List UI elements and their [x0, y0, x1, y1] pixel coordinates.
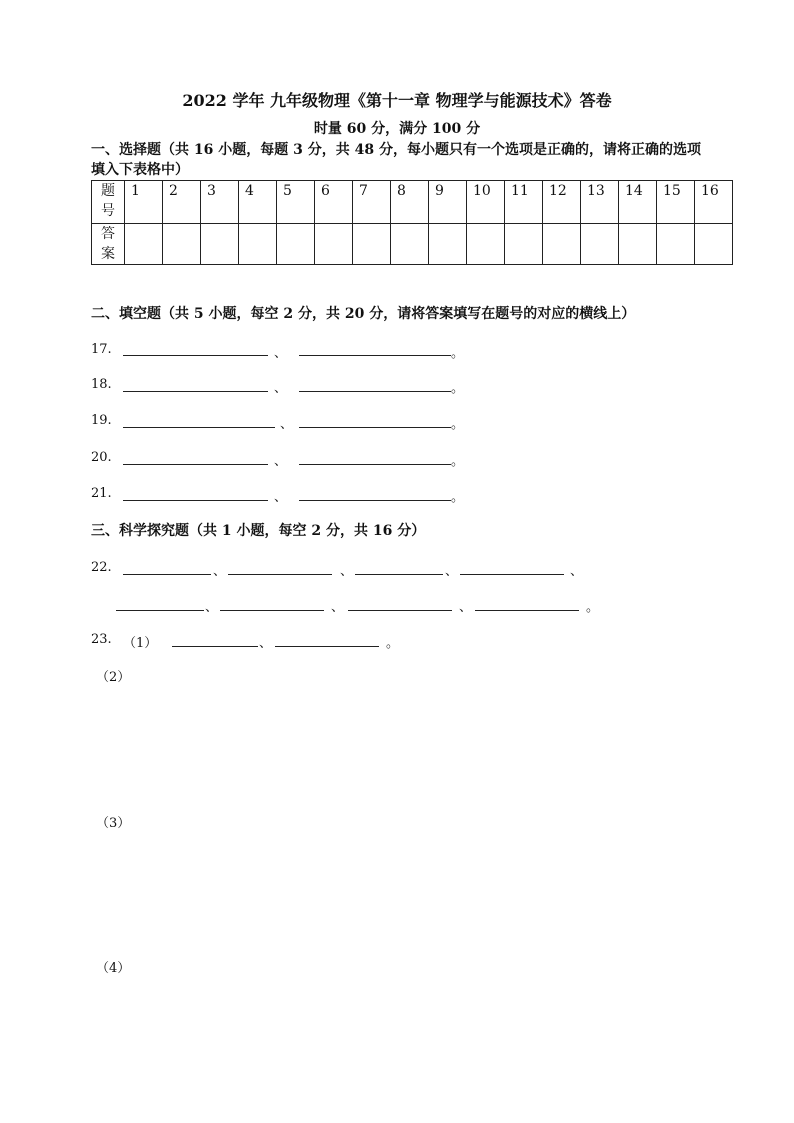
answer-cell[interactable]	[239, 224, 277, 265]
question-number: 5	[277, 181, 315, 224]
period: 。	[451, 490, 465, 505]
answer-cell[interactable]	[467, 224, 505, 265]
question-number: 7	[353, 181, 391, 224]
separator: 、	[274, 346, 288, 361]
period: 。	[451, 454, 465, 469]
question-label-19: 19.	[91, 413, 112, 428]
answer-blank[interactable]	[275, 646, 379, 647]
section3-heading: 三、科学探究题（共 1 小题，每空 2 分，共 16 分）	[91, 523, 426, 539]
answer-cell[interactable]	[277, 224, 315, 265]
question-number: 2	[163, 181, 201, 224]
table-row-answers	[92, 224, 733, 265]
answer-cell[interactable]	[429, 224, 467, 265]
answer-blank[interactable]	[475, 610, 579, 611]
answer-cell[interactable]	[657, 224, 695, 265]
sub-question-label-4: （4）	[96, 961, 131, 976]
answer-blank[interactable]	[116, 610, 204, 611]
separator: 、	[274, 490, 288, 505]
question-number: 10	[467, 181, 505, 224]
separator: 、	[259, 636, 273, 651]
period: 。	[586, 600, 600, 615]
separator: 、	[205, 600, 219, 615]
question-number: 11	[505, 181, 543, 224]
answer-cell[interactable]	[391, 224, 429, 265]
answer-cell[interactable]	[505, 224, 543, 265]
answer-blank[interactable]	[123, 391, 268, 392]
question-label-17: 17.	[91, 342, 112, 357]
answer-cell[interactable]	[543, 224, 581, 265]
question-label-23: 23.	[91, 632, 112, 647]
question-label-22: 22.	[91, 560, 112, 575]
section2-heading: 二、填空题（共 5 小题，每空 2 分，共 20 分，请将答案填写在题号的对应的横线上）	[91, 306, 636, 322]
question-number: 15	[657, 181, 695, 224]
answer-blank[interactable]	[299, 427, 451, 428]
answer-blank[interactable]	[123, 464, 268, 465]
answer-blank[interactable]	[355, 574, 443, 575]
answer-blank[interactable]	[123, 355, 268, 356]
section1-heading: 一、选择题（共 16 小题，每题 3 分，共 48 分，每小题只有一个选项是正确的，请将正确的选项填入下表格中）	[91, 142, 701, 178]
question-number: 8	[391, 181, 429, 224]
period: 。	[451, 417, 465, 432]
answer-blank[interactable]	[123, 500, 268, 501]
answer-cell[interactable]	[581, 224, 619, 265]
separator: 、	[213, 564, 227, 579]
sub-question-label-3: （3）	[96, 816, 131, 831]
answer-blank[interactable]	[299, 500, 451, 501]
question-number: 1	[125, 181, 163, 224]
question-label-18: 18.	[91, 377, 112, 392]
question-label-20: 20.	[91, 450, 112, 465]
answer-blank[interactable]	[228, 574, 332, 575]
separator: 、	[280, 417, 294, 432]
separator: 、	[340, 564, 354, 579]
answer-blank[interactable]	[299, 391, 451, 392]
answer-blank[interactable]	[299, 464, 451, 465]
separator: 、	[570, 564, 584, 579]
table-row-numbers	[92, 181, 733, 224]
question-number: 14	[619, 181, 657, 224]
answer-blank[interactable]	[460, 574, 564, 575]
answer-blank[interactable]	[123, 574, 211, 575]
separator: 、	[331, 600, 345, 615]
answer-blank[interactable]	[123, 427, 275, 428]
question-number: 16	[695, 181, 733, 224]
period: 。	[451, 381, 465, 396]
answer-cell[interactable]	[201, 224, 239, 265]
answer-table	[91, 180, 733, 265]
row-label-number: 题 号	[92, 181, 125, 224]
sub-question-label-1: （1）	[123, 636, 158, 651]
separator: 、	[274, 381, 288, 396]
sub-question-label-2: （2）	[96, 670, 131, 685]
period: 。	[386, 636, 400, 651]
answer-blank[interactable]	[348, 610, 452, 611]
row-label-answer: 答 案	[92, 224, 125, 265]
exam-info: 时量 60 分，满分 100 分	[313, 121, 481, 137]
question-number: 3	[201, 181, 239, 224]
separator: 、	[274, 454, 288, 469]
separator: 、	[459, 600, 473, 615]
period: 。	[451, 346, 465, 361]
answer-cell[interactable]	[353, 224, 391, 265]
answer-cell[interactable]	[619, 224, 657, 265]
page-title: 2022 学年 九年级物理《第十一章 物理学与能源技术》答卷	[182, 91, 612, 110]
question-number: 6	[315, 181, 353, 224]
question-number: 9	[429, 181, 467, 224]
answer-blank[interactable]	[299, 355, 451, 356]
question-label-21: 21.	[91, 486, 112, 501]
question-number: 4	[239, 181, 277, 224]
answer-cell[interactable]	[125, 224, 163, 265]
answer-blank[interactable]	[172, 646, 258, 647]
answer-cell[interactable]	[695, 224, 733, 265]
answer-cell[interactable]	[315, 224, 353, 265]
question-number: 12	[543, 181, 581, 224]
answer-blank[interactable]	[220, 610, 324, 611]
question-number: 13	[581, 181, 619, 224]
separator: 、	[445, 564, 459, 579]
answer-cell[interactable]	[163, 224, 201, 265]
